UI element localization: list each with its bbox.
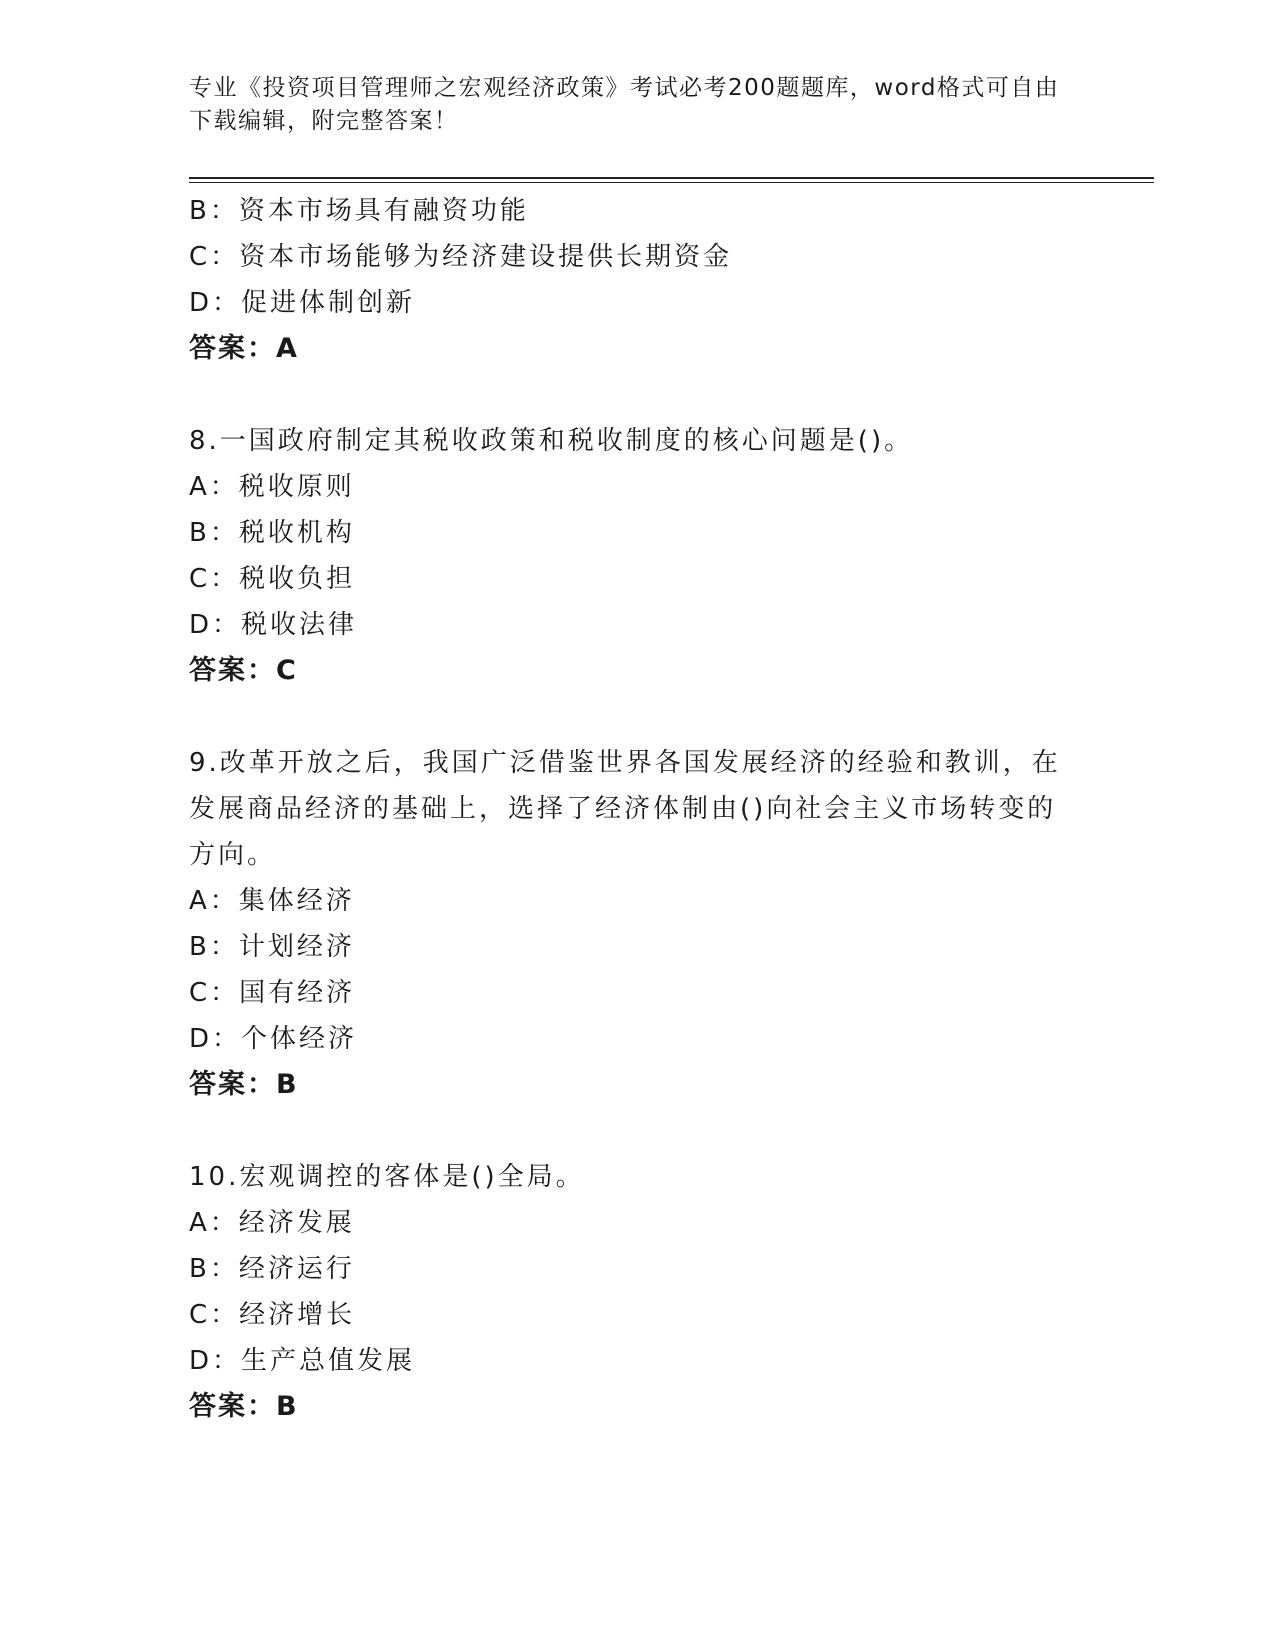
question-8-block <box>189 418 1069 694</box>
option-c: C：税收负担 <box>189 564 356 594</box>
option-b: B：税收机构 <box>189 518 355 548</box>
header-line-2: 下载编辑，附完整答案！ <box>189 108 459 134</box>
header-divider-thick <box>189 177 1154 179</box>
option-a: A：集体经济 <box>189 886 355 916</box>
answer-line: 答案：B <box>189 1069 299 1100</box>
option-a: A：税收原则 <box>189 472 355 502</box>
question-stem-line-3: 方向。 <box>189 840 277 870</box>
answer-line: 答案：B <box>189 1391 299 1422</box>
question-9-block <box>189 740 1069 1108</box>
option-d: D：生产总值发展 <box>189 1346 416 1376</box>
option-c: C：资本市场能够为经济建设提供长期资金 <box>189 242 733 272</box>
option-b: B：资本市场具有融资功能 <box>189 196 529 226</box>
option-d: D：税收法律 <box>189 610 358 640</box>
question-7-block <box>189 188 1069 372</box>
option-d: D：促进体制创新 <box>189 288 416 318</box>
answer-line: 答案：C <box>189 655 298 686</box>
spacer <box>189 372 1069 418</box>
header-line-1: 专业《投资项目管理师之宏观经济政策》考试必考200题题库，word格式可自由 <box>189 75 1060 101</box>
option-b: B：经济运行 <box>189 1254 355 1284</box>
option-b: B：计划经济 <box>189 932 355 962</box>
document-header <box>189 72 1089 138</box>
option-c: C：经济增长 <box>189 1300 356 1330</box>
question-stem: 8.一国政府制定其税收政策和税收制度的核心问题是()。 <box>189 426 914 456</box>
option-a: A：经济发展 <box>189 1208 355 1238</box>
spacer <box>189 1108 1069 1154</box>
header-divider-thin <box>189 182 1154 183</box>
question-stem-line-2: 发展商品经济的基础上，选择了经济体制由()向社会主义市场转变的 <box>189 794 1057 824</box>
question-stem-line-1: 9.改革开放之后，我国广泛借鉴世界各国发展经济的经验和教训，在 <box>189 748 1061 778</box>
question-content <box>189 188 1069 1430</box>
option-d: D：个体经济 <box>189 1024 358 1054</box>
option-c: C：国有经济 <box>189 978 356 1008</box>
spacer <box>189 694 1069 740</box>
question-stem: 10.宏观调控的客体是()全局。 <box>189 1162 585 1192</box>
question-10-block <box>189 1154 1069 1430</box>
answer-line: 答案：A <box>189 333 299 364</box>
